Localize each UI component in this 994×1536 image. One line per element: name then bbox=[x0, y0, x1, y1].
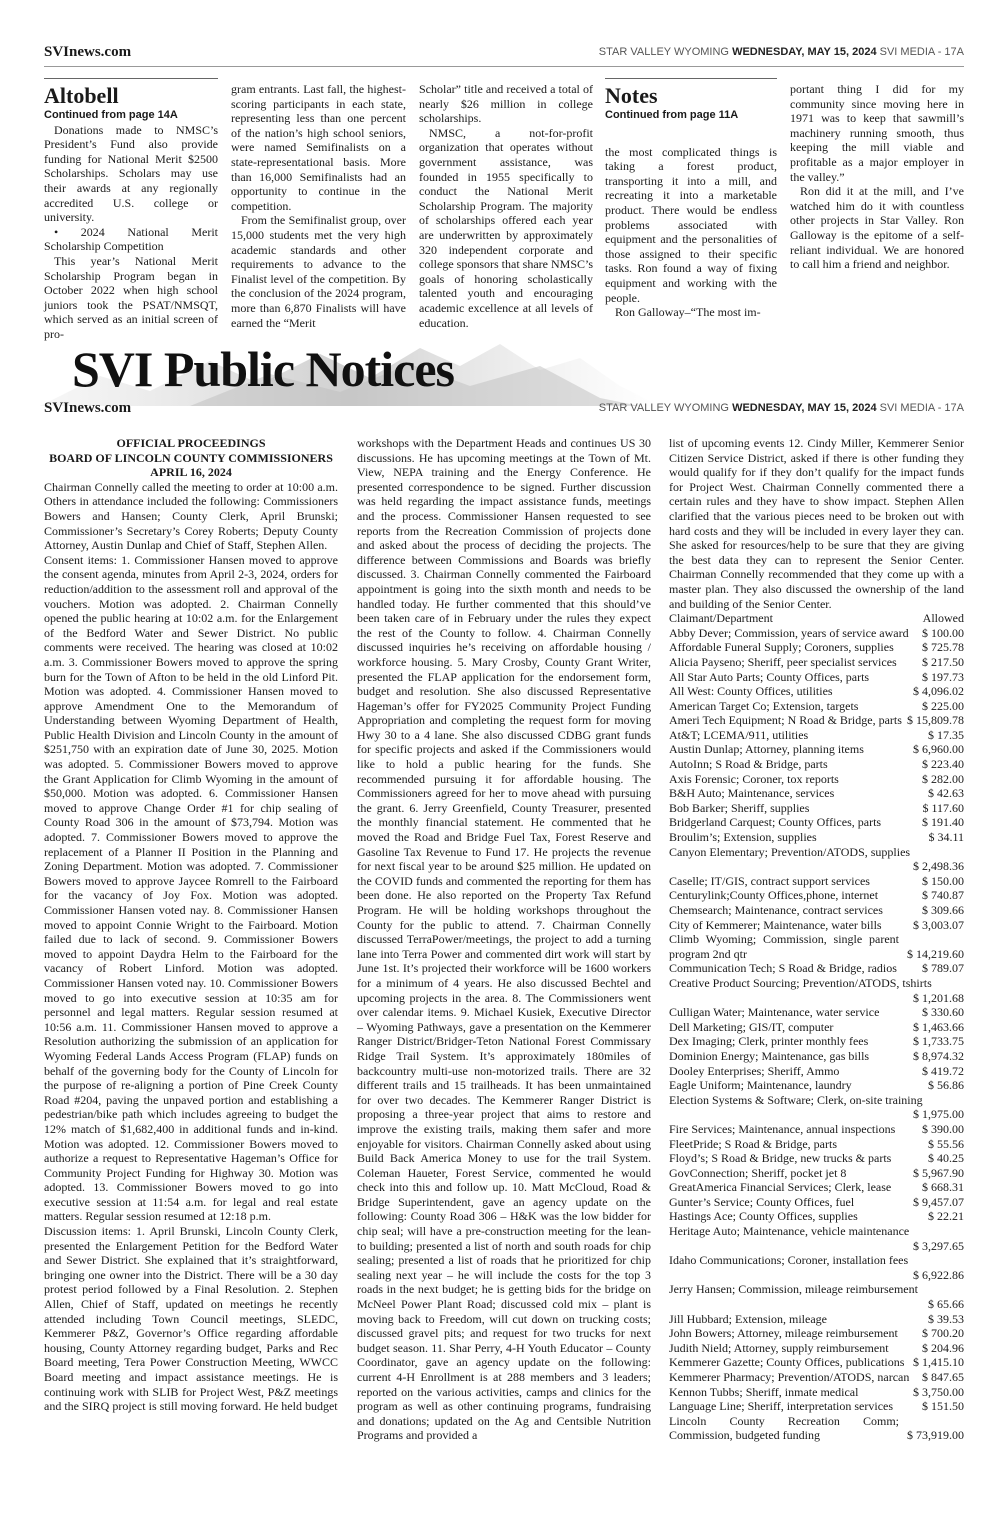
ledger-amount: $ 1,415.10 bbox=[913, 1355, 964, 1370]
ledger-claimant: Bob Barker; Sheriff, supplies bbox=[669, 800, 810, 815]
ledger-claimant: Centurylink;County Offices,phone, internet bbox=[669, 888, 879, 903]
proceedings-col-2-text bbox=[357, 436, 651, 1443]
ledger-claimant: Jill Hubbard; Extension, mileage bbox=[669, 1311, 827, 1326]
ledger-row bbox=[669, 1005, 964, 1020]
ledger-claimant: Jerry Hansen; Commission, mileage reimbursement bbox=[669, 1282, 918, 1297]
ledger-claimant: Eagle Uniform; Maintenance, laundry bbox=[669, 1078, 852, 1093]
paragraph: Ron Galloway–“The most im- bbox=[615, 305, 761, 320]
ledger-amount: $ 740.87 bbox=[922, 888, 964, 903]
ledger-row bbox=[669, 1166, 964, 1181]
proceedings-title bbox=[44, 436, 338, 480]
ledger-row bbox=[669, 1341, 964, 1356]
ledger-row bbox=[669, 1312, 964, 1327]
ledger-row bbox=[669, 670, 964, 685]
notes-col-2 bbox=[790, 82, 964, 272]
ledger-row bbox=[669, 1209, 964, 1224]
ledger-amount: $ 3,750.00 bbox=[913, 1384, 964, 1399]
ledger-claimant: Lincoln County Recreation Comm; Commission, budgeted funding bbox=[669, 1413, 899, 1443]
ledger-claimant: Language Line; Sheriff, interpretation services bbox=[669, 1399, 894, 1414]
proceedings-col-3 bbox=[669, 436, 964, 1443]
ledger-row bbox=[669, 1093, 964, 1122]
ledger-claimant: Culligan Water; Maintenance, water service bbox=[669, 1005, 880, 1020]
altobell-rule bbox=[44, 78, 218, 79]
ledger-amount: $ 282.00 bbox=[922, 771, 964, 786]
ledger-row bbox=[669, 1049, 964, 1064]
ledger-amount: $ 65.66 bbox=[928, 1297, 964, 1312]
proceedings-title-line: OFFICIAL PROCEEDINGS bbox=[116, 436, 266, 450]
ledger-amount: $ 34.11 bbox=[928, 830, 964, 845]
ledger-amount: $ 847.65 bbox=[922, 1370, 964, 1384]
ledger-claimant: Gunter’s Service; County Offices, fuel bbox=[669, 1194, 855, 1209]
site-name: SVInews.com bbox=[44, 400, 132, 416]
paragraph: • 2024 National Merit Scholarship Competition bbox=[44, 224, 218, 254]
ledger-amount: $ 3,003.07 bbox=[913, 917, 964, 932]
ledger-claimant: Election Systems & Software; Clerk, on-site training bbox=[669, 1092, 923, 1107]
proceedings-col-2 bbox=[357, 436, 651, 1443]
ledger-row bbox=[669, 713, 964, 728]
ledger-row bbox=[669, 1224, 964, 1253]
ledger-row bbox=[669, 961, 964, 976]
ledger-amount: $ 309.66 bbox=[922, 903, 964, 917]
ledger-amount: $ 150.00 bbox=[922, 873, 964, 888]
notes-title: Notes bbox=[605, 83, 658, 108]
altobell-col-2 bbox=[231, 82, 406, 330]
ledger-row bbox=[669, 1034, 964, 1049]
ledger-amount: $ 725.78 bbox=[922, 640, 964, 655]
paragraph: Ron did it at the mill, and I’ve watched him do it with countless other projects in Star Valley. Ron Galloway is the epitome of a self-reliant individual. We are honored to call him a friend and neighbor. bbox=[790, 184, 964, 272]
ledger-amount: $ 1,463.66 bbox=[913, 1019, 964, 1034]
ledger-row bbox=[669, 830, 964, 845]
notes-rule bbox=[605, 78, 777, 79]
ledger-row bbox=[669, 1151, 964, 1166]
ledger-claimant: Caselle; IT/GIS, contract support services bbox=[669, 873, 870, 888]
ledger-row bbox=[669, 1137, 964, 1152]
ledger-header bbox=[669, 611, 964, 626]
notes-continued: Continued from page 11A bbox=[605, 109, 739, 121]
paragraph: gram entrants. Last fall, the highest-scoring participants in each state, representing less than one percent of the nation’s high school seniors, were named Semifinalists on a state-representational basis. More than 16,000 Semifinalists had an opportunity to continue in the competition. bbox=[231, 82, 406, 213]
ledger-claimant: Hastings Ace; County Offices, supplies bbox=[669, 1209, 858, 1224]
ledger-row bbox=[669, 845, 964, 874]
ledger-row bbox=[669, 742, 964, 757]
ledger-amount: $ 1,975.00 bbox=[913, 1107, 964, 1122]
paragraph: From the Semifinalist group, over 15,000 students met the very high academic standards and other requirements to advance to the Finalist level of the competition. By the conclusion of the 2024 program, more than 6,870 Finalists will have earned the “Merit bbox=[231, 213, 406, 330]
ledger-claimant: Dell Marketing; GIS/IT, computer bbox=[669, 1019, 834, 1034]
ledger-row bbox=[669, 757, 964, 772]
altobell-col-3 bbox=[419, 82, 593, 330]
dateline bbox=[599, 402, 964, 414]
ledger-row bbox=[669, 699, 964, 714]
altobell-col-1-text bbox=[44, 123, 218, 342]
proceedings-col-1 bbox=[44, 436, 338, 1414]
ledger-amount: $ 789.07 bbox=[922, 961, 964, 976]
ledger-amount: $ 330.60 bbox=[922, 1005, 964, 1020]
ledger-claimant: Judith Nield; Attorney, supply reimbursement bbox=[669, 1340, 889, 1355]
paragraph: portant thing I did for my community since moving here in 1971 was to keep that sawmill’s machinery running smooth, thus keeping the mill viable and profitable as a major employer in the valley.” bbox=[790, 82, 964, 184]
ledger-row bbox=[669, 932, 964, 961]
proceedings-title-line: APRIL 16, 2024 bbox=[150, 465, 232, 480]
ledger-claimant: GreatAmerica Financial Services; Clerk, lease bbox=[669, 1180, 892, 1195]
ledger-amount: $ 204.96 bbox=[922, 1340, 964, 1355]
banner-title: SVI Public Notices bbox=[72, 341, 454, 397]
ledger-claimant: Heritage Auto; Maintenance, vehicle maintenance bbox=[669, 1224, 910, 1239]
notes-col-1-text bbox=[605, 145, 777, 320]
notes-col-1 bbox=[605, 84, 777, 320]
paragraph: Scholar” title and received a total of nearly $26 million in college scholarships. bbox=[419, 82, 593, 126]
ledger-amount: $ 9,457.07 bbox=[913, 1194, 964, 1209]
ledger-row bbox=[669, 1399, 964, 1414]
ledger-row bbox=[669, 918, 964, 933]
dateline-page: SVI MEDIA - 17A bbox=[879, 402, 964, 414]
ledger-amount: $ 2,498.36 bbox=[913, 859, 964, 874]
ledger-row bbox=[669, 903, 964, 918]
dateline-place: STAR VALLEY WYOMING bbox=[598, 402, 729, 414]
ledger-claimant: Chemsearch; Maintenance, contract services bbox=[669, 903, 883, 917]
ledger-claimant: Bridgerland Carquest; County Offices, parts bbox=[669, 815, 882, 830]
ledger-row bbox=[669, 1180, 964, 1195]
ledger-claimant: AutoInn; S Road & Bridge, parts bbox=[669, 757, 828, 772]
ledger-row bbox=[669, 801, 964, 816]
ledger-row bbox=[669, 1122, 964, 1137]
ledger-row bbox=[669, 1326, 964, 1341]
ledger-claimant: Idaho Communications; Coroner, installation fees bbox=[669, 1253, 909, 1268]
altobell-col-1 bbox=[44, 84, 218, 342]
ledger-claimant: All Star Auto Parts; County Offices, parts bbox=[669, 669, 870, 684]
ledger-amount: $ 3,297.65 bbox=[913, 1238, 964, 1253]
ledger-amount: $ 100.00 bbox=[922, 625, 964, 640]
ledger-amount: $ 22.21 bbox=[928, 1209, 964, 1224]
ledger-rows bbox=[669, 626, 964, 1443]
ledger-claimant: Climb Wyoming; Commission, single parent program 2nd qtr bbox=[669, 932, 899, 961]
ledger-claimant: B&H Auto; Maintenance, services bbox=[669, 786, 835, 801]
ledger-claimant: American Target Co; Extension, targets bbox=[669, 698, 859, 713]
ledger-claimant: Fire Services; Maintenance, annual inspections bbox=[669, 1121, 896, 1136]
ledger-amount: $ 197.73 bbox=[922, 669, 964, 684]
ledger-claimant: Ameri Tech Equipment; N Road & Bridge, parts bbox=[669, 713, 902, 728]
ledger-row bbox=[669, 1195, 964, 1210]
ledger-amount: $ 668.31 bbox=[922, 1180, 964, 1195]
ledger-row bbox=[669, 888, 964, 903]
header-rule bbox=[44, 66, 964, 67]
ledger-claimant: Abby Dever; Commission, years of service award bbox=[669, 625, 909, 640]
ledger-claimant: FleetPride; S Road & Bridge, parts bbox=[669, 1136, 837, 1151]
ledger-claimant: Canyon Elementary; Prevention/ATODS, supplies bbox=[669, 844, 911, 859]
ledger-row bbox=[669, 626, 964, 641]
paragraph: Chairman Connelly called the meeting to order at 10:00 a.m. Others in attendance included the following: Commissioners Bowers and Hansen; County Clerk, April Brunski; Commissioner’s Secretary’s Corey Roberts; Deputy County Attorney, Austin Dunlap and Chief of Staff, Stephen Allen. bbox=[44, 479, 338, 553]
ledger-amount: $ 15,809.78 bbox=[907, 713, 964, 728]
ledger-amount: $ 8,974.32 bbox=[913, 1048, 964, 1063]
ledger-row bbox=[669, 1385, 964, 1400]
ledger-amount: $ 217.50 bbox=[922, 654, 964, 669]
ledger-claimant: Creative Product Sourcing; Prevention/ATODS, tshirts bbox=[669, 975, 932, 990]
ledger-row bbox=[669, 1282, 964, 1311]
ledger-claimant: All West: County Offices, utilities bbox=[669, 684, 833, 699]
ledger-claimant: Kemmerer Gazette; County Offices, publications bbox=[669, 1355, 905, 1370]
ledger-row bbox=[669, 728, 964, 743]
ledger-amount: $ 225.00 bbox=[922, 698, 964, 713]
notes-col-2-text bbox=[790, 82, 964, 272]
ledger-row bbox=[669, 772, 964, 787]
ledger-claimant: Austin Dunlap; Attorney, planning items bbox=[669, 742, 864, 757]
ledger-row bbox=[669, 1064, 964, 1079]
altobell-continued: Continued from page 14A bbox=[44, 109, 178, 121]
ledger-row bbox=[669, 640, 964, 655]
ledger-row bbox=[669, 1414, 964, 1443]
ledger-claimant: Kennon Tubbs; Sheriff, inmate medical bbox=[669, 1384, 859, 1399]
ledger-row bbox=[669, 786, 964, 801]
ledger-amount: $ 191.40 bbox=[922, 815, 964, 830]
paragraph: NMSC, a not-for-profit organization that operates without government assistance, was founded in 1955 specifically to conduct the National Merit Scholarship Program. The majority of scholarships offered each year are underwritten by approximately 320 independent corporate and college sponsors that share NMSC’s goals of honoring scholastically talented youth and encouraging academic excellence at all levels of education. bbox=[419, 125, 593, 330]
ledger-row bbox=[669, 815, 964, 830]
ledger-amount: $ 40.25 bbox=[928, 1151, 964, 1166]
altobell-title: Altobell bbox=[44, 83, 119, 108]
ledger-amount: $ 117.60 bbox=[922, 800, 964, 815]
ledger-row bbox=[669, 1253, 964, 1282]
ledger-claimant: Communication Tech; S Road & Bridge, radios bbox=[669, 961, 897, 976]
paragraph: Consent items: 1. Commissioner Hansen moved to approve the consent agenda, minutes from April 2-3, 2024, orders for reduction/addition to the assessment roll and approval of the vouchers. Motion was adopted. 2. Chairman Connelly opened the public hearing at 10:02 a.m. for the Enlargement of the Bedford Water and Sewer District. No public comments were received. The hearing was closed at 10:02 a.m. 3. Commissioner Bowers moved to approve the spring burn for the Town of Afton to be held in the old Linford Pit. Motion was adopted. 4. Commissioner Hansen moved to approve Amendment One to the Memorandum of Understanding between Wyoming Department of Health, Public Health Division and Lincoln County in the amount of $251,750 with an expiration date of June 30, 2025. Motion was adopted. 5. Commissioner Bowers moved to approve the Grant Application for Climb Wyoming in the amount of $50,000. Motion was adopted. 6. Commissioner Hansen moved to approve Change Order #1 for chip sealing of County Road 306 in the amount of $73,794. Motion was adopted. 7. Commissioner Bowers moved to approve the replacement of a Planner II Position in the Planning and Zoning Department. Motion was adopted. 7. Commissioner Bowers moved to approve Jaycee Romrell to the Fairboard for the vacancy of Joy Fox. Motion was adopted. Commissioner Hansen voted nay. 8. Commissioner Hansen moved to appoint Connie Wright to the Fairboard. Motion failed due to lack of second. 9. Commissioner Bowers moved to appoint Daydra Helm to the Fairboard for the vacancy of Robert Linford. Motion was adopted. Commissioner Hansen voted nay. 10. Commissioner Bowers moved to go into executive session at 10:35 am for personnel and legal matters. Regular session resumed at 10:56 a.m. 11. Commissioner Hansen moved to approve a Resolution authorizing the submission of an application for Wyoming Federal Lands Access Program (FLAP) funds on behalf of the governing body for the County of Lincoln for the purpose of re-aligning a portion of Pine Creek County Road #204, paving the unpaved portion and establishing a pedestrian/bike path which includes agreeing to budget the 12% match of $1,682,400 in additional funds and in-kind. Motion was adopted. 12. Commissioner Bowers moved to authorize a request to Representative Hageman’s Office for Community Project Funding for Highway 30. Motion was adopted. 13. Commissioner Bowers moved to go into executive session at 11:54 a.m. for legal and real estate matters. Regular session resumed at 12:18 p.m. bbox=[44, 552, 338, 1224]
ledger-claimant: GovConnection; Sheriff, pocket jet 8 bbox=[669, 1165, 847, 1180]
ledger-amount: $ 223.40 bbox=[922, 757, 964, 772]
ledger-claimant: Dominion Energy; Maintenance, gas bills bbox=[669, 1048, 870, 1063]
ledger-claimant: Dooley Enterprises; Sheriff, Ammo bbox=[669, 1063, 840, 1078]
paragraph: workshops with the Department Heads and continues US 30 discussions. He has upcoming meetings at the Town of Mt. View, NEPA training and the Energy Conference. He presented correspondence to be signed. Further discussion was held regarding the impact assistance funds, meetings and the process. Commissioner Hansen requested to see reports from the Recreation Commission of projects done and asked about the process of deciding the projects. The difference between Commissions and Boards was briefly discussed. 3. Chairman Connelly commented the Fairboard appointment is going into the sixth month and needs to be handled today. He further commented that this should’ve been taken care of in February under the rules they expect the rest of the County to follow. 4. Chairman Connelly discussed inquiries he’s receiving on affordable housing / workforce housing. 5. Mary Crosby, County Grant Writer, presented the FLAP application for the endorsement form, budget and resolution. She also discussed Representative Hageman’s offer for FY2025 Community Project Funding Appropriation and completing the request form for moving Hwy 30 to a 4 lane. She also discussed CDBG grant funds for specific projects and asked if the Commissioners would like to hold a public hearing for the funds. She recommended pursuing it for affordable housing. The Commissioners agreed for her to move ahead with pursuing the grant. 6. Jerry Greenfield, County Treasurer, presented the monthly financial statement. He commented that he moved the Road and Bridge Fuel Tax, Forest Reserve and Gasoline Tax Revenue to Fund 17. He projects the revenue for next fiscal year to be around $25 million. He updated on the COVID funds and commented the reporting for them has been done. He also reported on the Property Tax Refund Program. He will be holding workshops throughout the County for the public to attend. 7. Chairman Connelly discussed TerraPower/meetings, the project to add a turning lane into Terra Power and commented dirt work will start by June 1st. It’s projected their workforce will be 1600 workers for a minimum of 4 years. He also discussed Bechtel and upcoming projects in the area. 8. The Commissioners went over calendar items. 9. Michael Kusiek, Executive Director – Wyoming Pathways, gave a presentation on the Kemmerer Ranger District/Bridger-Teton National Forest Commissary Ridge Trail System. It’s approximately 180miles of backcountry multi-use non-motorized trails. There are 32 different trails and 15 trailheads. It has been unmaintained for over two decades. The Kemmerer Ranger District is proposing a three-year project that aims to restore and improve the existing trails, making them safer and more enjoyable for visitors. Chairman Connelly asked about using Build Back America Money to use for the trail System. Coleman Haueter, Forest Service, commented he would check into this and follow up. 10. Matt McCloud, Road & Bridge Superintendent, gave an agency update on the following: County Road 306 – H&K was the low bidder for chip seal; will have a pre-construction meeting for the lean-to building; presented a list of north and south roads for chip sealing; presented a list of roads that he prioritized for chip sealing next year – he will include the costs for the top 3 roads in the next budget; he is getting bids for the bridge on McNeel Power Plant Road; discussed cold mix – plant is moving back to Freedom, will cut down on trucking costs; discussed gravel pits; and request for two trucks for next budget season. 11. Shar Perry, 4-H Youth Educator – County Coordinator, gave an agency update on the following: current 4-H Enrollment is at 288 members and 3 leaders; reported on the various activities, camps and clinics for the program as well as other continuing programs, fundraising and donations; updated on the Ag and Centsible Nutrition Programs and provided a bbox=[357, 436, 651, 1443]
ledger-claimant: Floyd’s; S Road & Bridge, new trucks & parts bbox=[669, 1151, 892, 1166]
ledger-amount: $ 73,919.00 bbox=[907, 1428, 964, 1443]
ledger-claimant: Kemmerer Pharmacy; Prevention/ATODS, narcan bbox=[669, 1370, 910, 1384]
ledger-amount: $ 56.86 bbox=[928, 1078, 964, 1093]
altobell-col-2-text bbox=[231, 82, 406, 330]
page-header-top bbox=[44, 44, 964, 64]
ledger-row bbox=[669, 684, 964, 699]
ledger-amount: $ 17.35 bbox=[928, 727, 964, 742]
ledger-claimant: City of Kemmerer; Maintenance, water bills bbox=[669, 917, 882, 932]
dateline-page: SVI MEDIA - 17A bbox=[879, 46, 964, 58]
ledger-amount: $ 1,733.75 bbox=[913, 1034, 964, 1049]
ledger-row bbox=[669, 655, 964, 670]
ledger-claimant: Dex Imaging; Clerk, printer monthly fees bbox=[669, 1034, 869, 1049]
proceedings-title-line: BOARD OF LINCOLN COUNTY COMMISSIONERS bbox=[49, 450, 333, 465]
ledger-header-allowed: Allowed bbox=[922, 611, 964, 626]
ledger-amount: $ 4,096.02 bbox=[913, 684, 964, 699]
ledger-amount: $ 1,201.68 bbox=[913, 990, 964, 1005]
ledger-amount: $ 39.53 bbox=[928, 1311, 964, 1326]
ledger-header-claimant: Claimant/Department bbox=[669, 611, 773, 626]
ledger-row bbox=[669, 976, 964, 1005]
dateline-place: STAR VALLEY WYOMING bbox=[598, 46, 729, 58]
ledger-amount: $ 14,219.60 bbox=[907, 946, 964, 961]
ledger-amount: $ 700.20 bbox=[922, 1326, 964, 1341]
ledger-amount: $ 55.56 bbox=[928, 1136, 964, 1151]
ledger-row bbox=[669, 1355, 964, 1370]
paragraph: the most complicated things is taking a forest product, transporting it into a mill, and recreating it into a marketable product. There would be endless problems associated with equipment and the personalities of those assigned to their specific tasks. Ron found a way of fixing equipment and working with the people. bbox=[605, 144, 777, 305]
proceedings-col-3-intro: list of upcoming events 12. Cindy Miller, Kemmerer Senior Citizen Service District, asked if there is other funding they would qualify for if they don’t qualify for the impact funds for Project West. Chairman Connelly commented there a certain rules and they have to show impact. Stephen Allen clarified that the various pieces need to be broken out with hard costs and they will be included in every layer they can. She asked for resources/help to be sure that they are giving the best data they can to represent the Senior Center. Chairman Connelly recommended that they come up with a master plan. They also discussed the ownership of the land and building of the Senior Center. bbox=[669, 436, 964, 611]
paragraph: This year’s National Merit Scholarship Program began in October 2022 when high school juniors took the PSAT/NMSQT, which served as an initial screen of pro- bbox=[44, 253, 218, 341]
dateline-date: WEDNESDAY, MAY 15, 2024 bbox=[732, 46, 877, 58]
paragraph: Discussion items: 1. April Brunski, Lincoln County Clerk, presented the Enlargement Petition for the Bedford Water and Sewer District. She explained that it’s straightforward, bringing one owner into the District. There will be a 30 day protest period followed by a Final Resolution. 2. Stephen Allen, Chief of Staff, updated on meetings he recently attended including Town Council meetings, SLEDC, Kemmerer P&Z, Governor’s Office regarding affordable housing, County Attorney regarding budget, Parks and Rec Board meeting, Tera Power Construction Meeting, WWCC Board meeting and impact assistance meetings. He is continuing work with SLIB for Project West, P&Z meetings and the SIRQ project is still moving forward. He held budget bbox=[44, 1224, 338, 1414]
site-name: SVInews.com bbox=[44, 44, 132, 60]
ledger-claimant: Alicia Payseno; Sheriff, peer specialist services bbox=[669, 654, 897, 669]
ledger-amount: $ 151.50 bbox=[922, 1399, 964, 1414]
ledger-claimant: Axis Forensic; Coroner, tox reports bbox=[669, 771, 839, 786]
proceedings-col-1-text bbox=[44, 480, 338, 1414]
ledger-row bbox=[669, 874, 964, 889]
dateline bbox=[599, 46, 964, 58]
ledger-claimant: John Bowers; Attorney, mileage reimbursement bbox=[669, 1326, 898, 1341]
ledger-row bbox=[669, 1078, 964, 1093]
ledger-row bbox=[669, 1020, 964, 1035]
ledger-amount: $ 5,967.90 bbox=[913, 1165, 964, 1180]
ledger-amount: $ 6,960.00 bbox=[913, 742, 964, 757]
paragraph: Donations made to NMSC’s President’s Fund also provide funding for National Merit $2500 Scholarships. Scholars may use their awards at any regionally accredited U.S. college or university. bbox=[44, 122, 218, 225]
ledger-row bbox=[669, 1370, 964, 1385]
altobell-col-3-text bbox=[419, 82, 593, 330]
ledger-claimant: Broulim’s; Extension, supplies bbox=[669, 830, 817, 845]
ledger-claimant: At&T; LCEMA/911, utilities bbox=[669, 727, 809, 742]
ledger-amount: $ 6,922.86 bbox=[913, 1267, 964, 1282]
ledger-claimant: Affordable Funeral Supply; Coroners, supplies bbox=[669, 640, 894, 655]
page-header-mid bbox=[44, 400, 964, 420]
claims-ledger bbox=[669, 611, 964, 1443]
ledger-amount: $ 419.72 bbox=[922, 1063, 964, 1078]
ledger-amount: $ 390.00 bbox=[922, 1121, 964, 1136]
ledger-amount: $ 42.63 bbox=[928, 786, 964, 801]
dateline-date: WEDNESDAY, MAY 15, 2024 bbox=[732, 402, 877, 414]
